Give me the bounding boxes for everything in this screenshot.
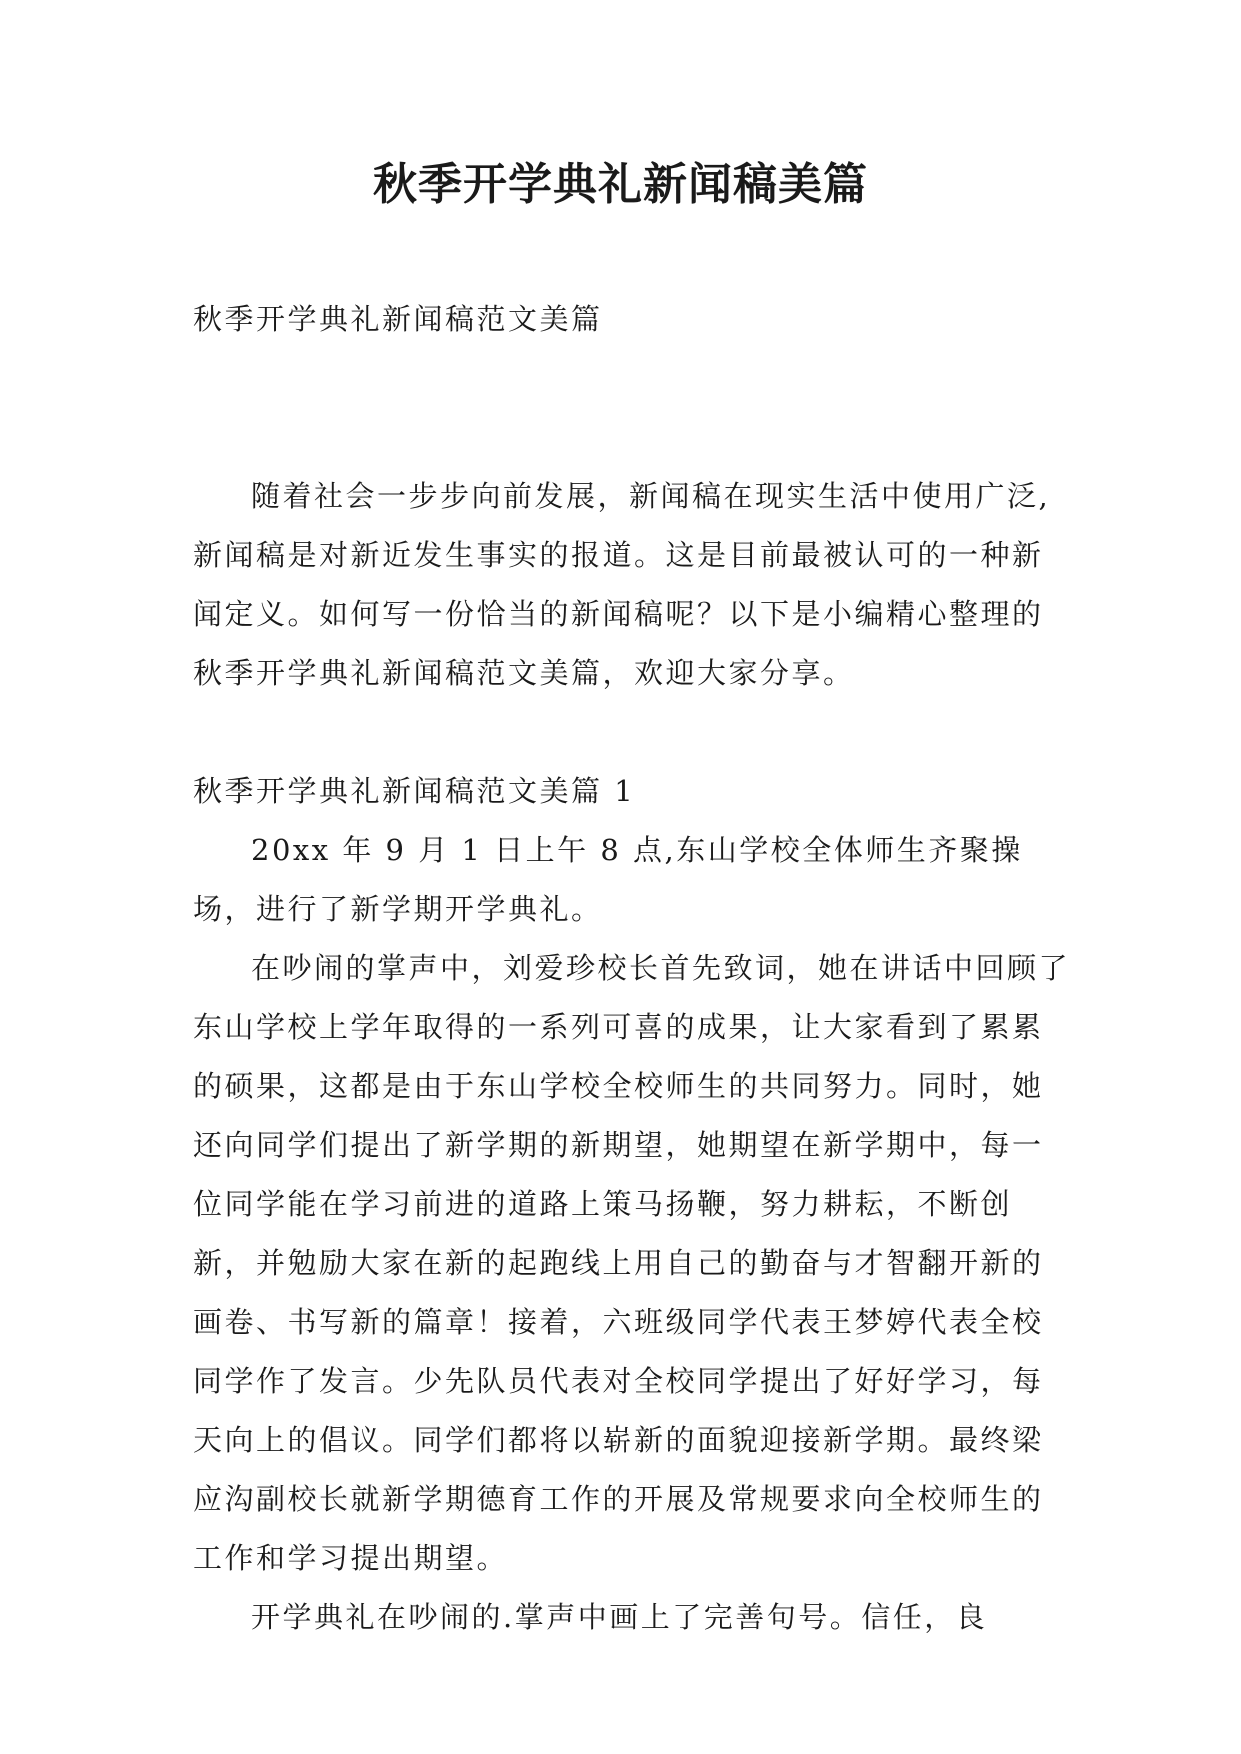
document-subtitle: 秋季开学典礼新闻稿范文美篇 xyxy=(193,302,603,336)
body-paragraph: 开学典礼在吵闹的.掌声中画上了完善句号。信任，良 xyxy=(251,1600,988,1634)
body-paragraph: 20xx 年 9 月 1 日上午 8 点,东山学校全体师生齐聚操场，进行了新学期开学典礼。 xyxy=(193,833,1023,926)
section-heading: 秋季开学典礼新闻稿范文美篇 1 xyxy=(193,774,636,808)
document-title: 秋季开学典礼新闻稿美篇 xyxy=(373,159,868,210)
intro-paragraph: 随着社会一步步向前发展，新闻稿在现实生活中使用广泛,新闻稿是对新近发生事实的报道。这是目前最被认可的一种新闻定义。如何写一份恰当的新闻稿呢？以下是小编精心整理的秋季开学典礼新闻稿范文美篇，欢迎大家分享。 xyxy=(193,479,1051,690)
body-paragraph: 在吵闹的掌声中，刘爱珍校长首先致词，她在讲话中回顾了东山学校上学年取得的一系列可喜的成果，让大家看到了累累的硕果，这都是由于东山学校全校师生的共同努力。同时，她还向同学们提出了新学期的新期望，她期望在新学期中，每一位同学能在学习前进的道路上策马扬鞭，努力耕耘，不断创新，并勉励大家在新的起跑线上用自己的勤奋与才智翻开新的画卷、书写新的篇章！接着，六班级同学代表王梦婷代表全校同学作了发言。少先队员代表对全校同学提出了好好学习，每天向上的倡议。同学们都将以崭新的面貌迎接新学期。最终梁应沟副校长就新学期德育工作的开展及常规要求向全校师生的工作和学习提出期望。 xyxy=(193,951,1071,1575)
spacer xyxy=(193,408,1073,467)
spacer xyxy=(193,703,1073,762)
document-body xyxy=(193,290,1073,1647)
